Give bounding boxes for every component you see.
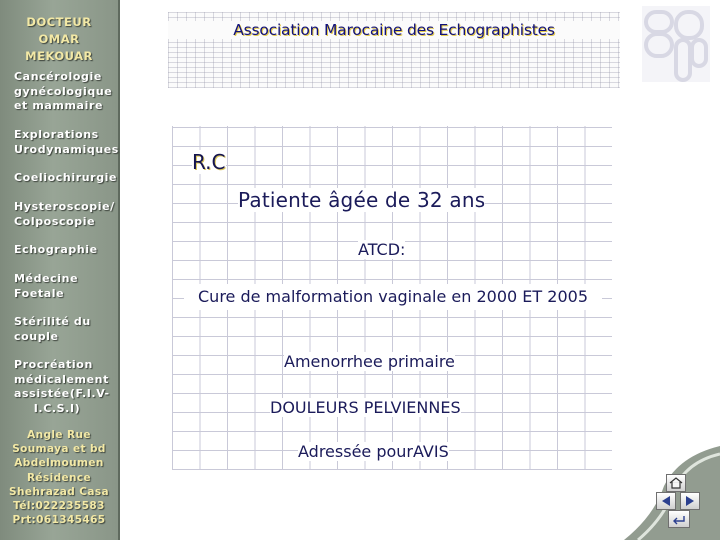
sidebar-item-procreation[interactable]: [14, 358, 118, 416]
address-line: Résidence: [26, 471, 92, 484]
sidebar-item-label: et mammaire: [14, 99, 104, 112]
association-logo-icon: [640, 4, 712, 84]
sidebar-item-label: couple: [14, 329, 59, 343]
home-icon: [669, 477, 683, 489]
address-mobile: Prt:061345465: [12, 514, 106, 527]
doctor-title: DOCTEUR: [26, 15, 92, 29]
sidebar-item-echographie[interactable]: [14, 243, 118, 258]
sidebar-item-label: Urodynamiques: [14, 142, 119, 156]
sidebar-item-sterilite[interactable]: [14, 315, 118, 344]
history-label: ATCD:: [358, 240, 406, 259]
doctor-name: [6, 14, 112, 65]
sidebar-item-cancerologie[interactable]: [14, 70, 118, 114]
sidebar-item-label: Médecine: [14, 272, 79, 285]
sidebar-item-label: Cancérologie: [14, 70, 102, 83]
address-line: Shehrazad Casa: [9, 485, 109, 498]
sidebar-item-label: Foetale: [14, 286, 65, 300]
sidebar-item-label: assistée(F.I.V-: [14, 387, 110, 400]
address-line: Soumaya et bd: [12, 443, 106, 456]
arrow-left-icon: [660, 495, 672, 507]
sidebar-item-label: Hysteroscopie/: [14, 200, 115, 213]
sidebar-item-label: gynécologique: [14, 84, 113, 98]
next-slide-button[interactable]: [680, 492, 700, 510]
address-line: Abdelmoumen: [14, 457, 104, 470]
header-banner: [168, 12, 620, 88]
return-button[interactable]: [668, 510, 690, 528]
home-button[interactable]: [666, 474, 686, 492]
previous-slide-button[interactable]: [656, 492, 676, 510]
symptom-douleurs: DOULEURS PELVIENNES: [270, 398, 461, 417]
case-report-panel: [172, 126, 612, 470]
sidebar-item-label: I.C.S.I): [33, 401, 81, 415]
sidebar-item-label: Echographie: [14, 243, 98, 256]
sidebar-item-label: Stérilité du: [14, 315, 91, 328]
history-amenorrhee: Amenorrhee primaire: [284, 352, 455, 371]
return-icon: [671, 513, 687, 525]
referral-text: Adressée pourAVIS: [298, 442, 449, 461]
slide-navigation: [624, 446, 720, 540]
sidebar: [0, 0, 120, 540]
page-title: Association Marocaine des Echographistes: [168, 21, 620, 39]
patient-summary: Patiente âgée de 32 ans: [238, 188, 486, 212]
sidebar-item-medecine-foetale[interactable]: [14, 272, 118, 301]
sidebar-item-label: Procréation: [14, 358, 93, 371]
doctor-fullname: OMAR MEKOUAR: [25, 32, 93, 63]
sidebar-item-label: Explorations: [14, 128, 99, 141]
sidebar-item-coeliochirurgie[interactable]: [14, 171, 118, 186]
sidebar-item-label: médicalement: [14, 372, 109, 386]
case-heading: R.C: [192, 150, 226, 174]
history-cure: Cure de malformation vaginale en 2000 ET 2005: [184, 284, 602, 310]
sidebar-item-label: Coeliochirurgie: [14, 171, 118, 184]
address-phone: Tél:022235583: [13, 500, 105, 513]
address-block: [4, 428, 114, 527]
address-line: Angle Rue: [27, 429, 91, 441]
arrow-right-icon: [684, 495, 696, 507]
sidebar-item-label: Colposcopie: [14, 214, 96, 228]
sidebar-item-explorations[interactable]: [14, 128, 118, 157]
sidebar-item-hysteroscopie[interactable]: [14, 200, 118, 229]
